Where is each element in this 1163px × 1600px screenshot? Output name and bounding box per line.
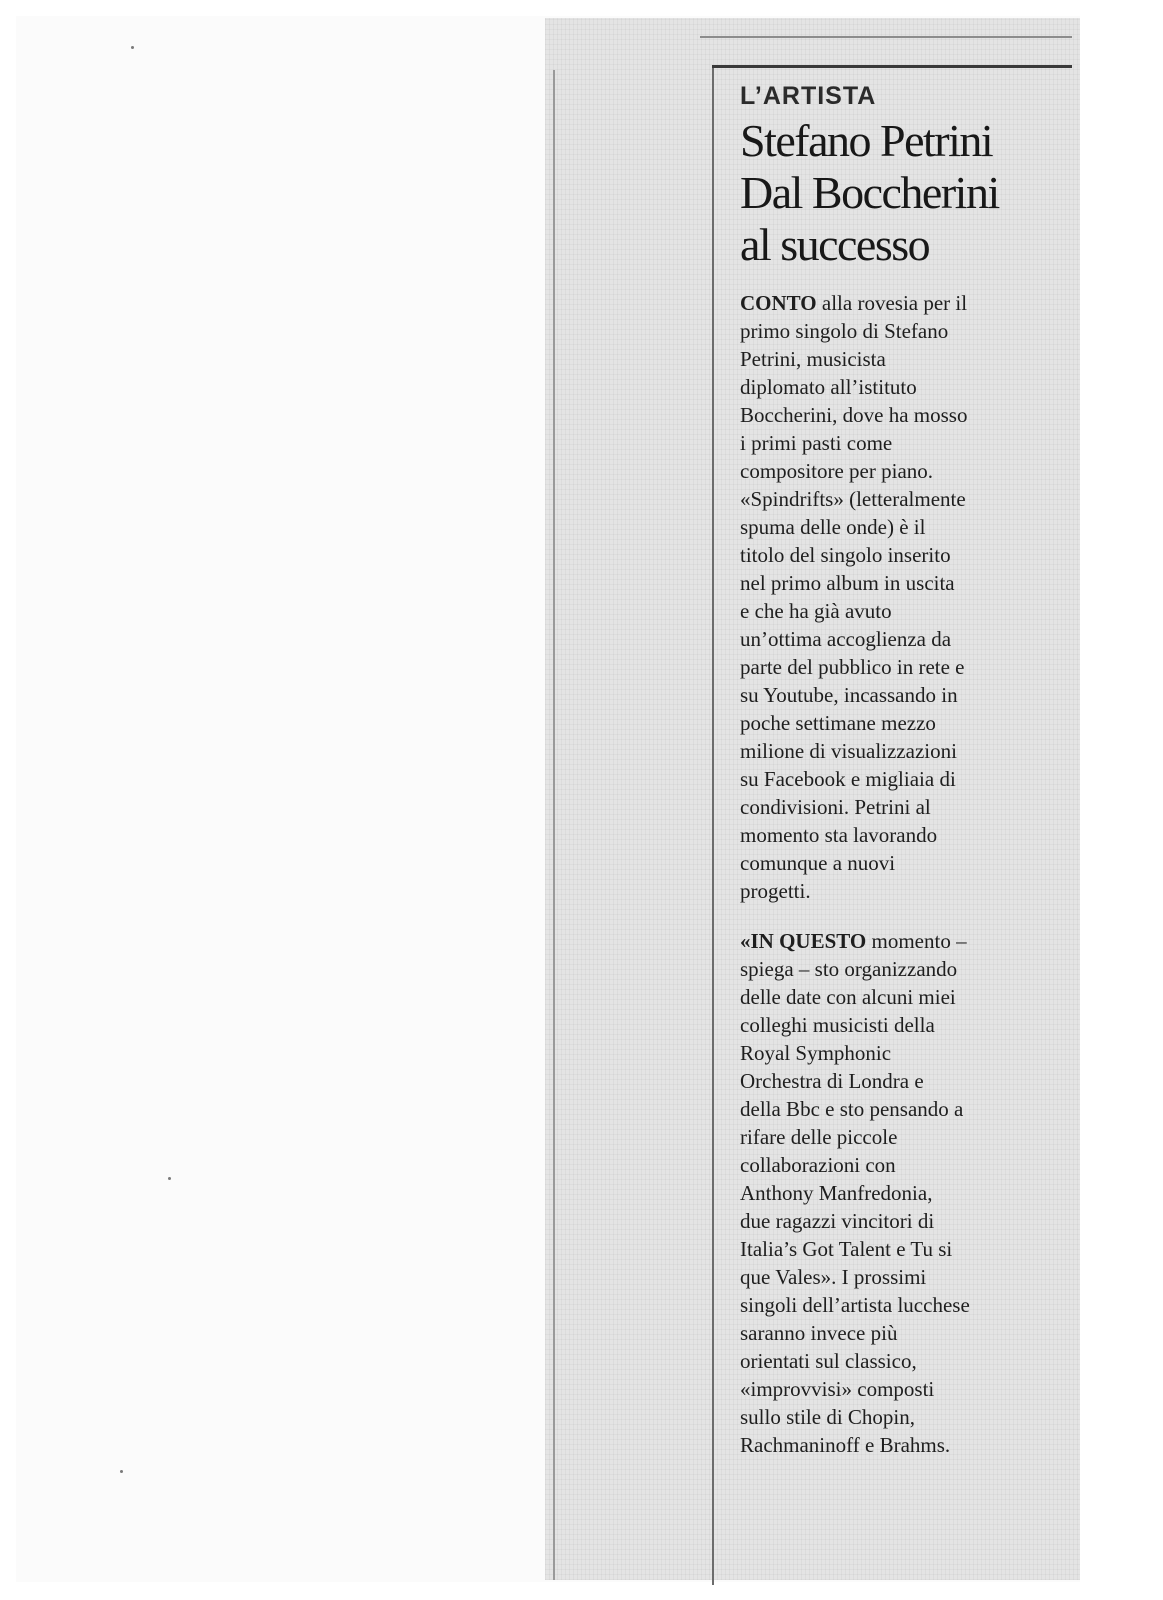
paragraph-2-text: momento – spiega – sto organizzando delle date con alcuni miei colleghi musicisti della Royal Symphonic Orchestra di Londra e della Bbc e sto pensando a rifare delle piccole collaborazioni con Anthony Manfredonia, due ragazzi vincitori di Italia’s Got Talent e Tu si que Vales». I prossimi singoli dell’artista lucchese saranno invece più orientati sul classico, «improvvisi» composti sullo stile di Chopin, Rachmaninoff e Brahms.	[740, 929, 970, 1457]
paragraph-2-lead: «IN QUESTO	[740, 929, 867, 953]
scan-speck	[168, 1177, 171, 1180]
article	[740, 82, 1075, 1459]
scan-speck	[131, 46, 134, 49]
headline-line-2: Dal Boccherini	[740, 167, 999, 218]
article-paragraph-2	[740, 927, 1075, 1459]
column-rule-article	[712, 65, 714, 1585]
column-rule-left	[553, 70, 555, 1580]
article-paragraph-1	[740, 289, 1075, 905]
article-headline	[740, 115, 1075, 271]
clipping-top-rule	[700, 36, 1072, 38]
paragraph-1-lead: CONTO	[740, 291, 817, 315]
headline-line-1: Stefano Petrini	[740, 115, 993, 166]
paragraph-1-text: alla rovesia per il primo singolo di Stefano Petrini, musicista diplomato all’istituto Boccherini, dove ha mosso i primi pasti come compositore per piano. «Spindrifts» (letteralmente spuma delle onde) è il titolo del singolo inserito nel primo album in uscita e che ha già avuto un’ottima accoglienza da parte del pubblico in rete e su Youtube, incassando in poche settimane mezzo milione di visualizzazioni su Facebook e migliaia di condivisioni. Petrini al momento sta lavorando comunque a nuovi progetti.	[740, 291, 968, 903]
headline-line-3: al successo	[740, 219, 930, 270]
scan-speck	[120, 1470, 123, 1473]
article-top-rule	[712, 65, 1072, 68]
article-kicker: L’ARTISTA	[740, 82, 877, 110]
